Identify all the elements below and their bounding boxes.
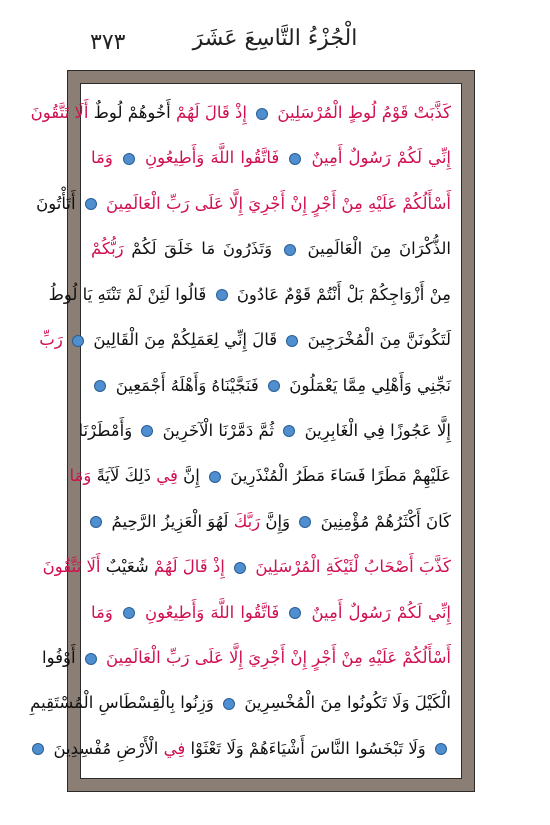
verse-text: قَالُوا لَئِنْ لَمْ تَنْتَهِ يَا لُوطُ bbox=[48, 284, 207, 304]
verse-line bbox=[69, 461, 451, 491]
verse-line bbox=[36, 189, 451, 219]
verse-line bbox=[39, 325, 451, 355]
ayah-end-marker-icon bbox=[283, 425, 295, 437]
verse-text: الْكَيْلَ وَلَا تَكُونُوا مِنَ الْمُخْسِرِينَ bbox=[244, 693, 451, 713]
ayah-end-marker-icon bbox=[435, 743, 447, 755]
ayah-end-marker-icon bbox=[123, 607, 135, 619]
highlighted-text: رَبِّ bbox=[39, 330, 63, 350]
verse-text: الْأَرْضِ مُفْسِدِينَ bbox=[53, 738, 159, 758]
verse-text: وَزِنُوا بِالْقِسْطَاسِ الْمُسْتَقِيمِ bbox=[30, 693, 214, 713]
verse-line bbox=[53, 734, 451, 764]
page-header bbox=[60, 22, 490, 62]
verse-text: وَإِنَّ bbox=[260, 511, 291, 531]
verse-text: وَتَذَرُونَ مَا خَلَقَ لَكُمْ bbox=[123, 239, 273, 259]
highlighted-text: إِذْ قَالَ لَهُمْ bbox=[153, 557, 225, 577]
verse-text: نَجِّنِي وَأَهْلِي مِمَّا يَعْمَلُونَ bbox=[289, 375, 451, 395]
highlighted-text: فِي bbox=[156, 466, 178, 486]
highlighted-text: وَمَا bbox=[91, 602, 113, 622]
ayah-end-marker-icon bbox=[256, 108, 268, 120]
ayah-end-marker-icon bbox=[123, 153, 135, 165]
verse-text: عَلَيْهِمْ مَطَرًا فَسَاءَ مَطَرُ الْمُنْذَرِينَ bbox=[230, 466, 451, 486]
highlighted-text: فِي bbox=[163, 738, 186, 758]
verse-line bbox=[41, 643, 451, 673]
verse-text: فَنَجَّيْنَاهُ وَأَهْلَهُ أَجْمَعِينَ bbox=[115, 375, 259, 395]
highlighted-text: أَسْأَلُكُمْ عَلَيْهِ مِنْ أَجْرٍ إِنْ أَجْرِيَ إِلَّا عَلَى رَبِّ الْعَالَمِينَ bbox=[106, 193, 451, 213]
verse-text: إِلَّا عَجُوزًا فِي الْغَابِرِينَ bbox=[304, 420, 451, 440]
verse-text: مِنْ أَزْوَاجِكُمْ بَلْ أَنْتُمْ قَوْمٌ عَادُونَ bbox=[236, 284, 451, 304]
verse-line bbox=[78, 416, 451, 446]
verse-line bbox=[91, 598, 451, 628]
verse-text: ذَلِكَ لَآيَةً bbox=[91, 466, 151, 486]
verse-text: قَالَ إِنِّي لِعَمَلِكُمْ مِنَ الْقَالِينَ bbox=[93, 330, 278, 350]
highlighted-text: إِذْ قَالَ لَهُمْ bbox=[175, 103, 247, 122]
verse-line bbox=[42, 552, 451, 582]
ayah-end-marker-icon bbox=[286, 335, 298, 347]
verse-line bbox=[30, 98, 451, 128]
ayah-end-marker-icon bbox=[234, 562, 246, 574]
verse-text: وَأَمْطَرْنَا bbox=[78, 420, 133, 440]
text-panel bbox=[30, 83, 462, 779]
highlighted-text: أَسْأَلُكُمْ عَلَيْهِ مِنْ أَجْرٍ إِنْ أَجْرِيَ إِلَّا عَلَى رَبِّ الْعَالَمِينَ bbox=[106, 648, 451, 668]
highlighted-text: كَذَّبَ أَصْحَابُ لْئَيْكَةِ الْمُرْسَلِينَ bbox=[255, 557, 451, 577]
verse-text: أَتَأْتُونَ bbox=[36, 193, 76, 213]
ayah-end-marker-icon bbox=[90, 516, 102, 528]
ayah-end-marker-icon bbox=[284, 244, 296, 256]
verse-line bbox=[48, 280, 451, 310]
highlighted-text: وَمَا bbox=[91, 148, 113, 168]
highlighted-text: إِنِّي لَكُمْ رَسُولٌ أَمِينٌ bbox=[311, 602, 451, 622]
highlighted-text: كَذَّبَتْ قَوْمُ لُوطٍ الْمُرْسَلِينَ bbox=[277, 103, 451, 122]
verse-line bbox=[91, 371, 451, 401]
verse-text: لَتَكُونَنَّ مِنَ الْمُخْرَجِينَ bbox=[307, 330, 451, 350]
ayah-end-marker-icon bbox=[216, 289, 228, 301]
verse-text: وَلَا تَبْخَسُوا النَّاسَ أَشْيَاءَهُمْ وَلَا تَعْثَوْا bbox=[185, 738, 426, 758]
verse-text: أَوْفُوا bbox=[41, 648, 76, 668]
ayah-end-marker-icon bbox=[223, 698, 235, 710]
highlighted-text: رَبُّكُمْ bbox=[91, 239, 124, 259]
verse-line bbox=[91, 234, 451, 264]
verse-lines bbox=[30, 98, 451, 764]
verse-text: شُعَيْبٌ bbox=[100, 557, 149, 577]
ayah-end-marker-icon bbox=[141, 425, 153, 437]
ayah-end-marker-icon bbox=[72, 335, 84, 347]
verse-text: لَهُوَ الْعَزِيزُ الرَّحِيمُ bbox=[111, 511, 229, 531]
ayah-end-marker-icon bbox=[94, 380, 106, 392]
verse-text: كَانَ أَكْثَرُهُمْ مُؤْمِنِينَ bbox=[320, 511, 451, 531]
highlighted-text: أَلَا تَتَّقُونَ bbox=[30, 103, 89, 122]
highlighted-text: رَبَّكَ bbox=[233, 511, 261, 531]
ayah-end-marker-icon bbox=[85, 653, 97, 665]
verse-line bbox=[30, 688, 451, 718]
ayah-end-marker-icon bbox=[268, 380, 280, 392]
highlighted-text: وَمَا bbox=[69, 466, 92, 486]
ayah-end-marker-icon bbox=[289, 607, 301, 619]
verse-text: إِنَّ bbox=[177, 466, 200, 486]
ayah-end-marker-icon bbox=[85, 198, 97, 210]
verse-text: أَخُوهُمْ لُوطٌ bbox=[88, 103, 171, 122]
verse-line bbox=[91, 143, 451, 173]
ayah-end-marker-icon bbox=[209, 471, 221, 483]
highlighted-text: إِنِّي لَكُمْ رَسُولٌ أَمِينٌ bbox=[311, 148, 451, 168]
ayah-end-marker-icon bbox=[32, 743, 44, 755]
juz-title: الْجُزْءُ التَّاسِعَ عَشَرَ bbox=[192, 26, 358, 51]
ayah-end-marker-icon bbox=[289, 153, 301, 165]
highlighted-text: أَلَا تَتَّقُونَ bbox=[42, 557, 101, 577]
highlighted-text: فَاتَّقُوا اللَّهَ وَأَطِيعُونِ bbox=[145, 148, 280, 168]
verse-text: ثُمَّ دَمَّرْنَا الْآخَرِينَ bbox=[162, 420, 275, 440]
verse-line bbox=[91, 507, 451, 537]
page-number: ٣٧٣ bbox=[90, 30, 126, 55]
highlighted-text: فَاتَّقُوا اللَّهَ وَأَطِيعُونِ bbox=[145, 602, 280, 622]
ayah-end-marker-icon bbox=[299, 516, 311, 528]
page-border-frame bbox=[30, 70, 475, 792]
verse-text: الذُّكْرَانَ مِنَ الْعَالَمِينَ bbox=[307, 239, 451, 259]
